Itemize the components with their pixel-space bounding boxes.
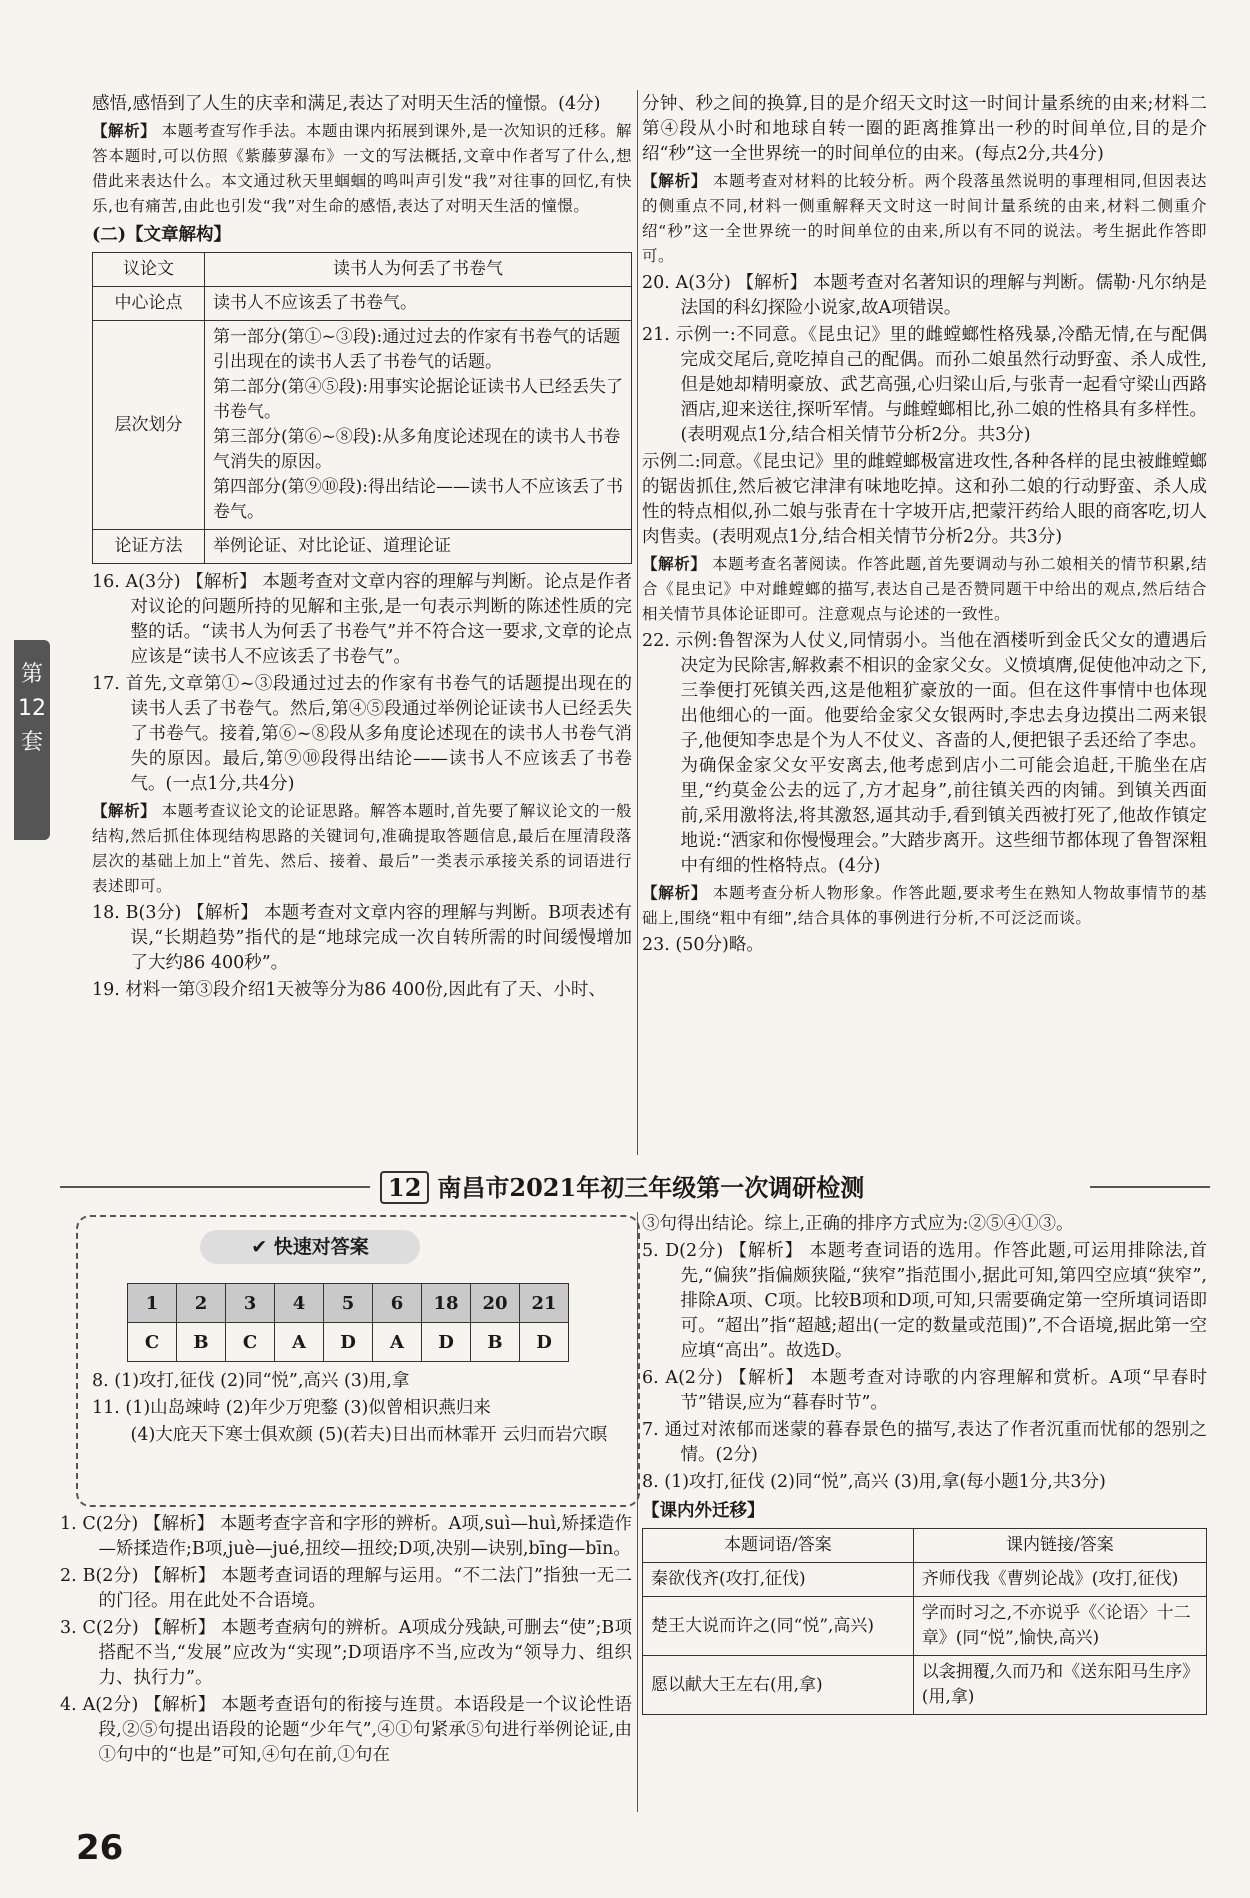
answer-1: 1. C(2分) 【解析】 本题考查字音和字形的辨析。A项,suì—huì,矫揉造作—矫揉造作;B项,juè—jué,扭绞—扭绞;D项,决别—诀别,bīng—bīn。 (60, 1514, 632, 1559)
left-column (92, 92, 632, 1005)
answer-letter: C (128, 1323, 177, 1362)
section-title: (二)【文章解构】 (92, 225, 232, 245)
section-tab-label: 第12套 (18, 662, 46, 755)
analysis-tag: 【解析】 (642, 172, 708, 190)
column-divider (637, 90, 638, 1155)
question-number: 6 (373, 1284, 422, 1323)
analysis-text: 本题考查分析人物形象。作答此题,要求考生在熟知人物故事情节的基础上,围绕“粗中有细”,结合具体的事例进行分析,不可泛泛而谈。 (642, 884, 1207, 927)
answer-4: 4. A(2分) 【解析】 本题考查语句的衔接与连贯。本语段是一个议论性语段,②⑤句提出语段的论题“少年气”,④①句紧承⑤句进行举例论证,由①句中的“也是”可知,④句在前,①句在 (60, 1695, 632, 1765)
exam-header (380, 1168, 1080, 1204)
answer-21: 21. 示例一:不同意。《昆虫记》里的雌螳螂性格残暴,冷酷无情,在与配偶完成交尾后,竟吃掉自己的配偶。而孙二娘虽然行动野蛮、杀人成性,但是她却精明豪放、武艺高强,心归梁山后,与张青一起看守梁山西路酒店,迎来送往,探听军情。与雌螳螂相比,孙二娘的性格具有多样性。(表明观点1分,结合相关情节分析2分。共3分) (642, 325, 1207, 445)
answer-key-table (127, 1283, 569, 1362)
table-cell (205, 321, 632, 530)
quick-answer-label: 快速对答案 (273, 1236, 369, 1258)
question-number: 4 (275, 1284, 324, 1323)
answer-letter: D (520, 1323, 569, 1362)
answer-22: 22. 示例:鲁智深为人仗义,同情弱小。当他在酒楼听到金氏父女的遭遇后决定为民除害,解救素不相识的金家父女。义愤填膺,促使他冲动之下,三拳便打死镇关西,这是他粗犷豪放的一面。但在这件事情中也体现出他细心的一面。他要给金家父女银两时,李忠去身边摸出二两来银子,他便知李忠是个为人不仗义、吝啬的人,便把银子丢还给了李忠。为确保金家父女平安离去,他考虑到店小二可能会追赶,干脆坐在店里,“约莫金公去的远了,方才起身”,前往镇关西的肉铺。到镇关西面前,采用激将法,将其激怒,逼其动手,看到镇关西被打死了,他故作镇定地说:“洒家和你慢慢理会。”大踏步离开。这些细节都体现了鲁智深粗中有细的性格特点。(4分) (642, 631, 1207, 876)
answer-letter: D (422, 1323, 471, 1362)
answer-letter: B (177, 1323, 226, 1362)
table-cell: 读书人不应该丢了书卷气。 (205, 287, 632, 321)
answer-8: 8. (1)攻打,征伐 (2)同“悦”,高兴 (3)用,拿(每小题1分,共3分) (642, 1472, 1106, 1492)
quick-answer-8: 8. (1)攻打,征伐 (2)同“悦”,高兴 (3)用,拿 (92, 1371, 410, 1391)
quick-answer-text (92, 1368, 622, 1449)
exam-title: 南昌市2021年初三年级第一次调研检测 (437, 1173, 865, 1202)
analysis-text: 本题考查对材料的比较分析。两个段落虽然说明的事理相同,但因表达的侧重点不同,材料一侧重解释天文时这一时间计量系统的由来,材料二侧重介绍“秒”这一全世界统一的时间单位的由来,所以有不同的说法。考生据此作答即可。 (642, 172, 1207, 265)
table-cell: 以衾拥覆,久而乃和《送东阳马生序》(用,拿) (913, 1656, 1206, 1715)
paragraph: 感悟,感悟到了人生的庆幸和满足,表达了对明天生活的憧憬。(4分) (92, 94, 601, 114)
analysis-tag: 【解析】 (92, 122, 157, 140)
table-cell: 读书人为何丢了书卷气 (205, 253, 632, 287)
table-cell: 楚王大说而许之(同“悦”,高兴) (643, 1597, 914, 1656)
answer-21-example-2: 示例二:同意。《昆虫记》里的雌螳螂极富进攻性,各种各样的昆虫被雌螳螂的锯齿抓住,然后被它津津有味地吃掉。这和孙二娘的行动野蛮、杀人成性的特点相似,孙二娘与张青在十字坡开店,把蒙汗药给人眼的商客吃,切人肉售卖。(表明观点1分,结合相关情节分析2分。共3分) (642, 452, 1207, 547)
answer-23: 23. (50分)略。 (642, 935, 764, 955)
table-cell: 议论文 (93, 253, 205, 287)
question-number: 20 (471, 1284, 520, 1323)
table-cell: 论证方法 (93, 530, 205, 564)
question-number: 18 (422, 1284, 471, 1323)
column-divider (637, 1212, 638, 1812)
answer-18: 18. B(3分) 【解析】 本题考查对文章内容的理解与判断。B项表述有误,“长期趋势”指代的是“地球完成一次自转所需的时间缓慢增加了大约86 400秒”。 (92, 903, 632, 973)
table-cell: 学而时习之,不亦说乎《〈论语〉十二章》(同“悦”,愉快,高兴) (913, 1597, 1206, 1656)
question-number: 1 (128, 1284, 177, 1323)
analysis-note (642, 552, 1207, 627)
paragraph: 分钟、秒之间的换算,目的是介绍天文时这一时间计量系统的由来;材料二第④段从小时和地球自转一圈的距离推算出一秒的时间单位,目的是介绍“秒”这一全世界统一的时间单位的由来。(每点2分,共4分) (642, 94, 1207, 164)
answer-5: 5. D(2分) 【解析】 本题考查词语的选用。作答此题,可运用排除法,首先,“偏狭”指偏颇狭隘,“狭窄”指范围小,据此可知,第四空应填“狭窄”,排除A项、C项。比较B项和D项,可知,只需要确定第一空所填词语即可。“超出”指“超越;超出(一定的数量或范围)”,不合语境,据此第一空应填“高出”。故选D。 (642, 1241, 1207, 1361)
answer-letter: B (471, 1323, 520, 1362)
analysis-note (642, 169, 1207, 269)
question-number: 21 (520, 1284, 569, 1323)
header-rule (1090, 1186, 1210, 1188)
answer-19: 19. 材料一第③段介绍1天被等分为86 400份,因此有了天、小时、 (92, 980, 606, 1000)
table-cell: 举例论证、对比论证、道理论证 (205, 530, 632, 564)
section-tab (14, 640, 50, 840)
table-cell: 层次划分 (93, 321, 205, 530)
question-number: 5 (324, 1284, 373, 1323)
left-column-lower (60, 1512, 632, 1770)
answer-letter: C (226, 1323, 275, 1362)
right-column-lower (642, 1212, 1207, 1715)
exam-number: 12 (380, 1171, 429, 1204)
answer-17: 17. 首先,文章第①~③段通过过去的作家有书卷气的话题提出现在的读书人丢了书卷气。然后,第④⑤段通过举例论证读书人已经丢失了书卷气。接着,第⑥~⑧段从多角度论述现在的读书人书卷气消失的原因。最后,第⑨⑩段得出结论——读书人不应该丢了书卷气。(一点1分,共4分) (92, 674, 632, 794)
paragraph: ③句得出结论。综上,正确的排序方式应为:②⑤④①③。 (642, 1214, 1074, 1234)
part-text: 第二部分(第④⑤段):用事实论据论证读书人已经丢失了书卷气。 (213, 377, 623, 422)
answer-6: 6. A(2分) 【解析】 本题考查对诗歌的内容理解和赏析。A项“早春时节”错误,应为“暮春时节”。 (642, 1368, 1207, 1413)
answer-letter: D (324, 1323, 373, 1362)
answer-7: 7. 通过对浓郁而迷蒙的暮春景色的描写,表达了作者沉重而忧郁的怨别之情。(2分) (642, 1420, 1207, 1465)
quick-answer-11: 11. (1)山岛竦峙 (2)年少万兜鍪 (3)似曾相识燕归来 (92, 1398, 491, 1418)
quick-answer-title (200, 1230, 420, 1264)
table-cell: 齐师伐我《曹刿论战》(攻打,征伐) (913, 1563, 1206, 1597)
table-cell: 愿以献大王左右(用,拿) (643, 1656, 914, 1715)
question-number: 3 (226, 1284, 275, 1323)
analysis-text: 本题考查名著阅读。作答此题,首先要调动与孙二娘相关的情节积累,结合《昆虫记》中对雌螳螂的描写,表达自己是否赞同题干中给出的观点,然后结合相关情节具体论证即可。注意观点与论述的一致性。 (642, 555, 1207, 623)
table-cell: 中心论点 (93, 287, 205, 321)
transfer-table (642, 1528, 1207, 1715)
analysis-note (92, 799, 632, 899)
analysis-tag: 【解析】 (92, 802, 157, 820)
table-header: 课内链接/答案 (913, 1529, 1206, 1563)
table-cell: 秦欲伐齐(攻打,征伐) (643, 1563, 914, 1597)
answer-key-numbers (128, 1284, 569, 1323)
analysis-text: 本题考查写作手法。本题由课内拓展到课外,是一次知识的迁移。解答本题时,可以仿照《紫藤萝瀑布》一文的写法概括,文章中作者写了什么,想借此来表达什么。本文通过秋天里蝈蝈的鸣叫声引发“我”对往事的回忆,有快乐,也有痛苦,由此也引发“我”对生命的感悟,表达了对明天生活的憧憬。 (92, 122, 632, 215)
analysis-note (92, 119, 632, 219)
structure-table (92, 252, 632, 564)
answer-20: 20. A(3分) 【解析】 本题考查对名著知识的理解与判断。儒勒·凡尔纳是法国的科幻探险小说家,故A项错误。 (642, 273, 1207, 318)
answer-letter: A (275, 1323, 324, 1362)
answer-key-answers (128, 1323, 569, 1362)
quick-answer-11-cont: (4)大庇天下寒士俱欢颜 (5)(若夫)日出而林霏开 云归而岩穴暝 (130, 1425, 608, 1445)
table-header: 本题词语/答案 (643, 1529, 914, 1563)
analysis-text: 本题考查议论文的论证思路。解答本题时,首先要了解议论文的一般结构,然后抓住体现结构思路的关键词句,准确提取答题信息,最后在厘清段落层次的基础上加上“首先、然后、接着、最后”一类表示承接关系的词语进行表述即可。 (92, 802, 632, 895)
check-icon: ✔ (251, 1236, 268, 1258)
part-text: 第四部分(第⑨⑩段):得出结论——读书人不应该丢了书卷气。 (213, 477, 623, 522)
analysis-note (642, 881, 1207, 931)
header-rule (60, 1186, 370, 1188)
section-title: 【课内外迁移】 (642, 1501, 765, 1521)
answer-3: 3. C(2分) 【解析】 本题考查病句的辨析。A项成分残缺,可删去“使”;B项搭配不当,“发展”应改为“实现”;D项语序不当,应改为“领导力、组织力、执行力”。 (60, 1618, 632, 1688)
part-text: 第三部分(第⑥~⑧段):从多角度论述现在的读书人书卷气消失的原因。 (213, 427, 621, 472)
answer-letter: A (373, 1323, 422, 1362)
analysis-tag: 【解析】 (642, 555, 707, 573)
answer-16: 16. A(3分) 【解析】 本题考查对文章内容的理解与判断。论点是作者对议论的问题所持的见解和主张,是一句表示判断的陈述性质的完整的话。“读书人为何丢了书卷气”并不符合这一要求,文章的论点应该是“读书人不应该丢了书卷气”。 (92, 572, 632, 667)
analysis-tag: 【解析】 (642, 884, 708, 902)
question-number: 2 (177, 1284, 226, 1323)
right-column (642, 92, 1207, 960)
answer-2: 2. B(2分) 【解析】 本题考查词语的理解与运用。“不二法门”指独一无二的门径。用在此处不合语境。 (60, 1566, 632, 1611)
page-number: 26 (76, 1828, 124, 1868)
part-text: 第一部分(第①~③段):通过过去的作家有书卷气的话题引出现在的读书人丢了书卷气的话题。 (213, 327, 621, 372)
